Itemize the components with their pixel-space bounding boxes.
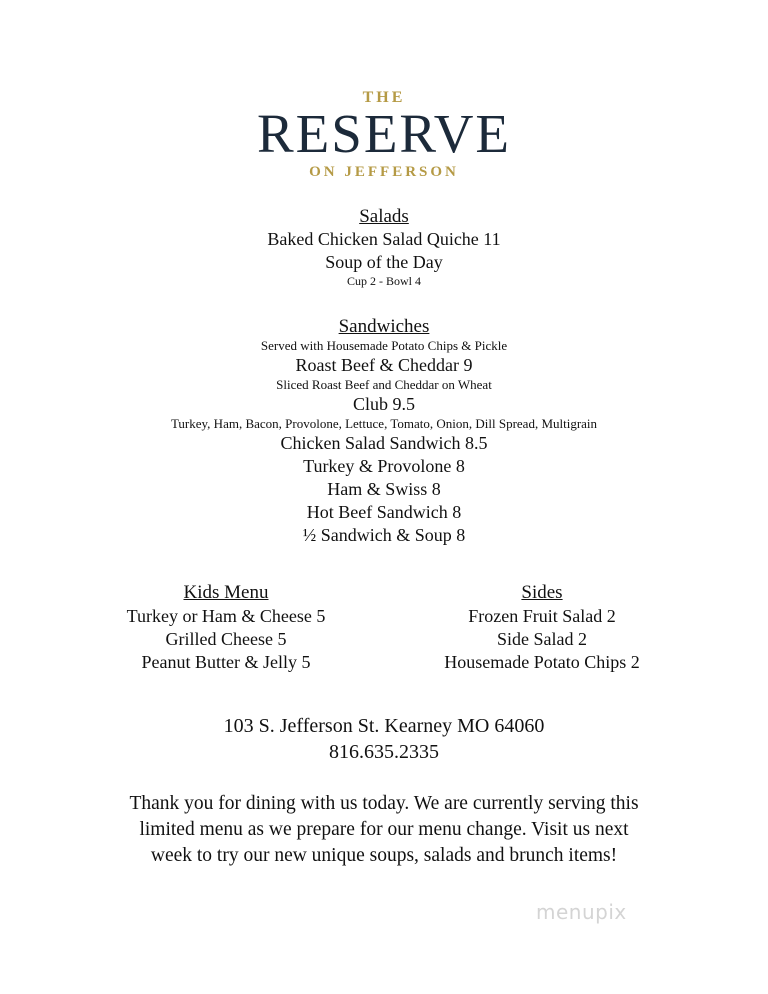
menupix-watermark: menupix <box>536 900 627 924</box>
sandwiches-section <box>0 316 768 547</box>
menu-item: Ham & Swiss 8 <box>327 479 441 499</box>
item-note: Cup 2 - Bowl 4 <box>346 274 421 288</box>
restaurant-logo <box>0 88 768 182</box>
menu-item: Club 9.5 <box>352 394 415 414</box>
message-line: week to try our new unique soups, salads and brunch items! <box>150 845 618 866</box>
menu-item: Side Salad 2 <box>497 629 587 649</box>
menu-item: Baked Chicken Salad Quiche 11 <box>267 229 501 249</box>
menu-item: Turkey or Ham & Cheese 5 <box>126 606 326 626</box>
message-line: Thank you for dining with us today. We are currently serving this <box>129 793 639 814</box>
menu-item: Hot Beef Sandwich 8 <box>306 502 462 522</box>
menu-item: Chicken Salad Sandwich 8.5 <box>280 433 488 453</box>
kids-menu-heading: Kids Menu <box>183 582 269 603</box>
menu-item: Roast Beef & Cheddar 9 <box>295 355 473 375</box>
sandwiches-heading: Sandwiches <box>338 316 430 337</box>
sides-heading: Sides <box>521 582 563 603</box>
menu-item: Peanut Butter & Jelly 5 <box>141 652 311 672</box>
menu-item: Grilled Cheese 5 <box>165 629 287 649</box>
item-description: Turkey, Ham, Bacon, Provolone, Lettuce, Tomato, Onion, Dill Spread, Multigrain <box>170 416 598 431</box>
phone-number: 816.635.2335 <box>329 741 439 763</box>
menu-item: ½ Sandwich & Soup 8 <box>302 525 466 545</box>
logo-main: RESERVE <box>256 103 512 164</box>
salads-section <box>0 206 768 289</box>
salads-heading: Salads <box>359 206 409 227</box>
menu-item: Turkey & Provolone 8 <box>303 456 465 476</box>
logo-sub: ON JEFFERSON <box>309 164 459 180</box>
closing-message <box>0 791 768 869</box>
item-description: Sliced Roast Beef and Cheddar on Wheat <box>276 377 492 392</box>
menu-item: Soup of the Day <box>325 252 443 272</box>
message-line: limited menu as we prepare for our menu change. Visit us next <box>139 819 629 840</box>
sandwiches-intro: Served with Housemade Potato Chips & Pickle <box>260 338 508 353</box>
menu-item: Frozen Fruit Salad 2 <box>468 606 616 626</box>
logo-the: THE <box>362 89 406 106</box>
address: 103 S. Jefferson St. Kearney MO 64060 <box>223 715 545 737</box>
sides-section <box>402 582 682 674</box>
menu-item: Housemade Potato Chips 2 <box>444 652 640 672</box>
contact-block <box>0 713 768 765</box>
kids-menu-section <box>86 582 366 674</box>
